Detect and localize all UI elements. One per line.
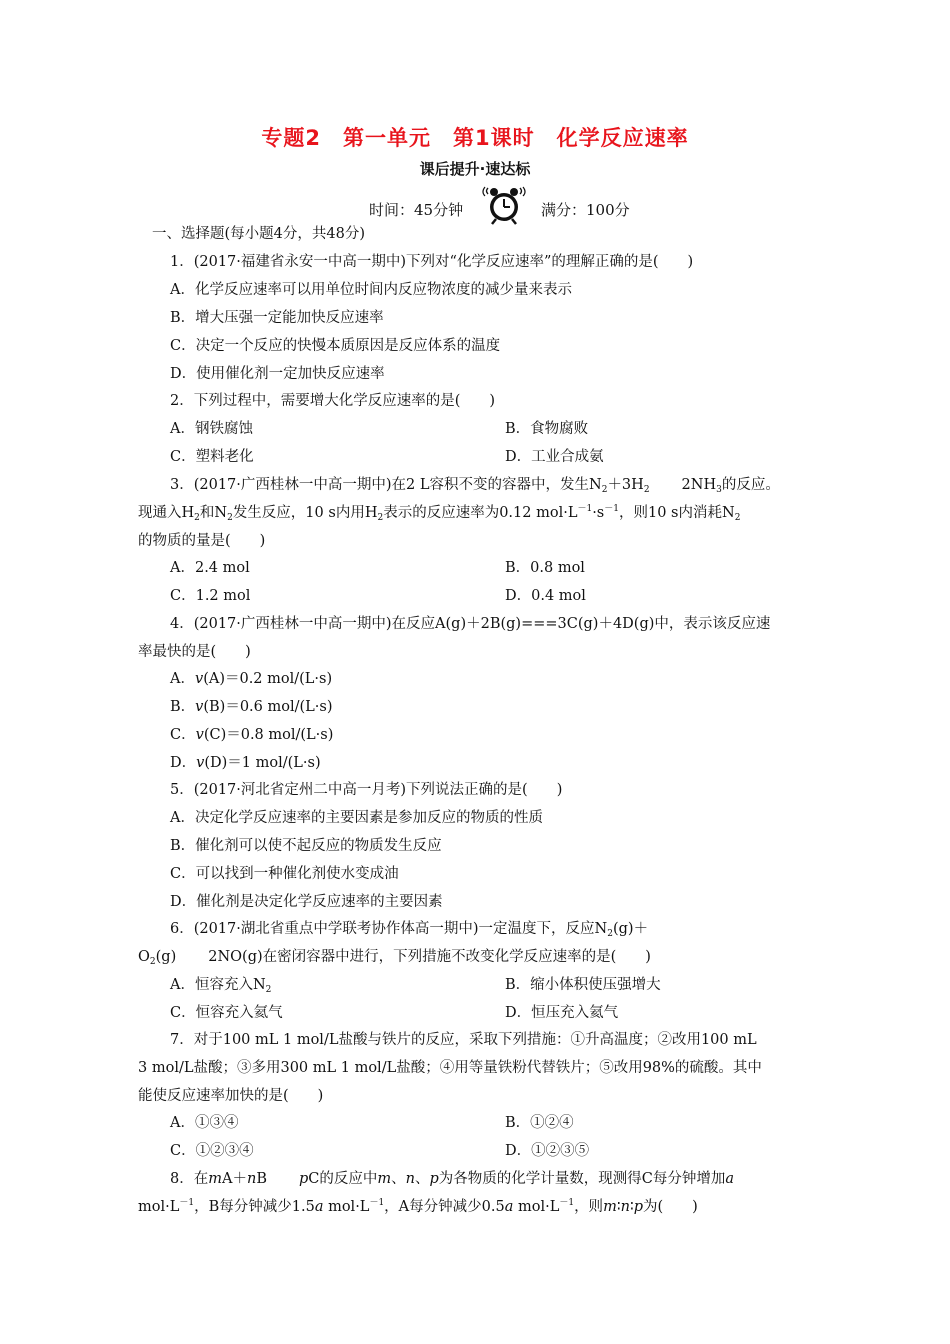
section-heading: 一、选择题(每小题4分，共48分) bbox=[152, 226, 365, 242]
question-7-line-3: 能使反应速率加快的是( ) bbox=[138, 1088, 324, 1104]
q3-option-a: A．2.4 mol bbox=[170, 560, 250, 576]
question-8-line-1: 8．在mA＋nB pC的反应中m、n、p为各物质的化学计量数，现测得C每分钟增加a bbox=[170, 1171, 735, 1187]
q1-option-a: A．化学反应速率可以用单位时间内反应物浓度的减少量来表示 bbox=[170, 282, 572, 298]
q3-option-b: B．0.8 mol bbox=[505, 560, 585, 576]
question-3-line-2: 现通入$H_2$和$N_2$发生反应，10 s内用$H_2$表示的反应速率为0.12 $mol\cdot L^{-1}\cdot s^{-1}$，则10 s内消耗$N_2$ bbox=[138, 504, 741, 523]
question-2-stem: 2．下列过程中，需要增大化学反应速率的是( ) bbox=[170, 393, 496, 409]
q5-option-a: A．决定化学反应速率的主要因素是参加反应的物质的性质 bbox=[170, 810, 543, 826]
q2-option-c: C．塑料老化 bbox=[170, 449, 254, 465]
q5-option-b: B．催化剂可以使不起反应的物质发生反应 bbox=[170, 838, 442, 854]
q2-option-b: B．食物腐败 bbox=[505, 421, 589, 437]
q3-option-c: C．1.2 mol bbox=[170, 588, 251, 604]
q4-option-d: D．v(D)＝1 mol/(L·s) bbox=[170, 755, 321, 771]
q6-option-a: A．恒容充入$N_2$ bbox=[170, 977, 272, 995]
q5-option-c: C．可以找到一种催化剂使水变成油 bbox=[170, 866, 399, 882]
q6-option-b: B．缩小体积使压强增大 bbox=[505, 977, 661, 993]
q6-option-c: C．恒容充入氦气 bbox=[170, 1005, 283, 1021]
time-limit: 时间：45分钟 bbox=[369, 201, 464, 219]
q5-option-d: D．催化剂是决定化学反应速率的主要因素 bbox=[170, 894, 443, 910]
question-8-line-2: $mol\cdot L^{-1}$，B每分钟减少1.5a $mol\cdot L^{-1}$，A每分钟减少0.5a $mol\cdot L^{-1}$，则m∶n∶p为( ) bbox=[138, 1198, 698, 1215]
q2-option-a: A．钢铁腐蚀 bbox=[170, 421, 253, 437]
q7-option-c: C．①②③④ bbox=[170, 1143, 254, 1159]
q7-option-d: D．①②③⑤ bbox=[505, 1143, 590, 1159]
question-6-line-2: $O_2(g)$ 2NO(g)在密闭容器中进行，下列措施不改变化学反应速率的是( ) bbox=[138, 949, 651, 967]
question-7-line-1: 7．对于100 mL 1 mol/L盐酸与铁片的反应，采取下列措施：①升高温度；②改用100 mL bbox=[170, 1032, 757, 1048]
question-3-line-3: 的物质的量是( ) bbox=[138, 533, 266, 549]
q1-option-d: D．使用催化剂一定加快反应速率 bbox=[170, 366, 385, 382]
question-4-line-1: 4．(2017·广西桂林一中高一期中)在反应A(g)＋2B(g)===3C(g)＋4D(g)中，表示该反应速 bbox=[170, 616, 771, 632]
alarm-clock-icon bbox=[482, 186, 526, 226]
q7-option-b: B．①②④ bbox=[505, 1115, 574, 1131]
question-4-line-2: 率最快的是( ) bbox=[138, 644, 251, 660]
question-7-line-2: 3 mol/L盐酸；③多用300 mL 1 mol/L盐酸；④用等量铁粉代替铁片；⑤改用98%的硫酸。其中 bbox=[138, 1060, 762, 1076]
question-3-line-1: 3．(2017·广西桂林一中高一期中)在2 L容积不变的容器中，发生$N_2+3H_2$ $2NH_3$的反应。 bbox=[170, 477, 780, 495]
q4-option-c: C．v(C)＝0.8 mol/(L·s) bbox=[170, 727, 334, 743]
question-1-stem: 1．(2017·福建省永安一中高一期中)下列对“化学反应速率”的理解正确的是( ) bbox=[170, 254, 694, 270]
q7-option-a: A．①③④ bbox=[170, 1115, 239, 1131]
page-subtitle: 课后提升·速达标 bbox=[419, 160, 531, 178]
full-score: 满分：100分 bbox=[541, 201, 630, 219]
q4-option-b: B．v(B)＝0.6 mol/(L·s) bbox=[170, 699, 333, 715]
q6-option-d: D．恒压充入氦气 bbox=[505, 1005, 619, 1021]
q4-option-a: A．v(A)＝0.2 mol/(L·s) bbox=[170, 671, 333, 687]
question-6-line-1: 6．(2017·湖北省重点中学联考协作体高一期中)一定温度下，反应$N_2(g)+$ bbox=[170, 921, 649, 939]
time-score-bar bbox=[0, 186, 950, 226]
q3-option-d: D．0.4 mol bbox=[505, 588, 586, 604]
q1-option-b: B．增大压强一定能加快反应速率 bbox=[170, 310, 384, 326]
q2-option-d: D．工业合成氨 bbox=[505, 449, 604, 465]
question-5-stem: 5．(2017·河北省定州二中高一月考)下列说法正确的是( ) bbox=[170, 782, 563, 798]
page-title: 专题2 第一单元 第1课时 化学反应速率 bbox=[261, 126, 689, 150]
q1-option-c: C．决定一个反应的快慢本质原因是反应体系的温度 bbox=[170, 338, 501, 354]
